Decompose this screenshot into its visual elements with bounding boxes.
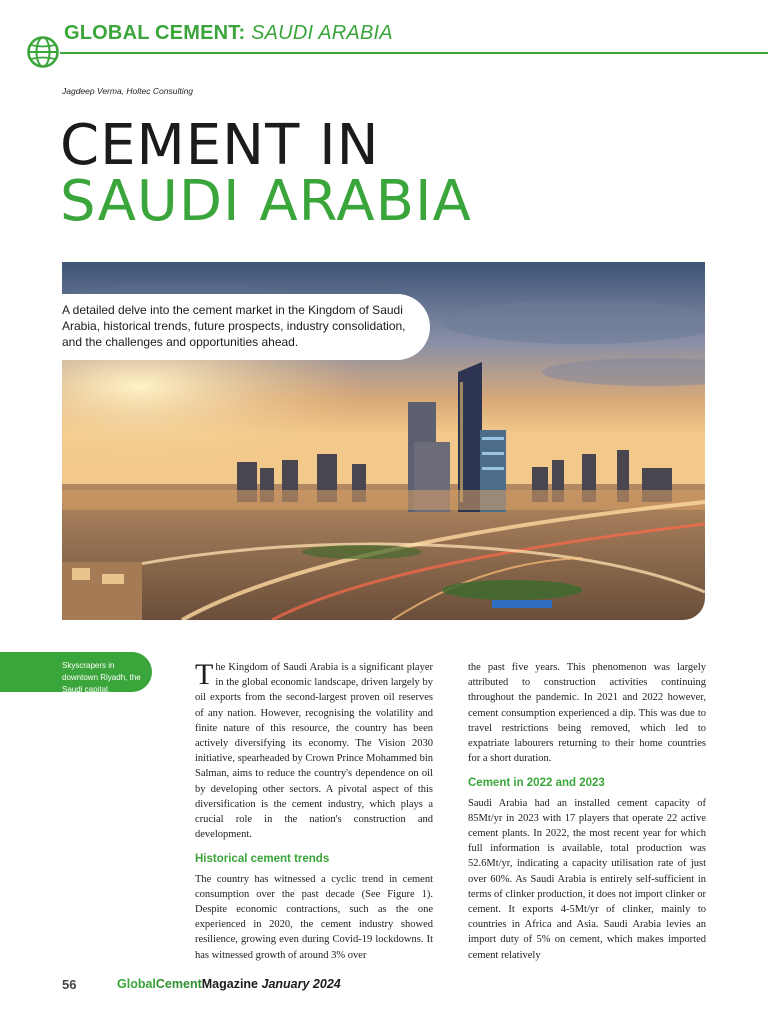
magazine-footer [117,977,341,991]
subhead-2022-2023: Cement in 2022 and 2023 [468,777,605,790]
headline-line-1: CEMENT IN [60,113,380,178]
brand-magazine: Magazine [201,977,259,991]
subhead-historical: Historical cement trends [195,853,330,866]
brand-cement: Cement [155,977,202,991]
photo-caption: Skyscrapers in downtown Riyadh, the Saudi capital. [0,652,152,692]
byline: Jagdeep Verma, Holtec Consulting [62,86,194,96]
section-country: SAUDI ARABIA [251,22,393,44]
body-paragraph-1 [195,660,433,842]
header-rule [60,52,768,54]
headline-line-2: SAUDI ARABIA [60,169,472,234]
brand-global: Global [117,977,156,991]
body-paragraph-3: the past five years. This phenomenon was largely attributed to construction activities continuing throughout the pandemic. In 2021 and 2022 however, cement consumption experienced a dip. This was due to travel restrictions being removed, which led to expatriate labourers returning to their home countries for a short duration. [468,662,706,765]
section-header [64,22,393,45]
standfirst: A detailed delve into the cement market in the Kingdom of Saudi Arabia, historical trends, future prospects, industry consolidation, and the challenges and opportunities ahead. [52,294,430,360]
paragraph-1-text: he Kingdom of Saudi Arabia is a significant player in the global economic landscape, driven largely by oil exports from the second-largest proven oil reserves of any nation. However, recognising the volatility and finite nature of this resource, the country has been actively diversifying its economy. The Vision 2030 initiative, spearheaded by Crown Prince Mohammed bin Salman, aims to reduce the country's dependence on oil by developing other sectors. A pivotal aspect of this diversification is the cement industry, which plays a crucial role in the nation's construction and development. [195,662,433,841]
drop-cap: T [195,658,214,691]
body-column-1 [195,660,433,963]
body-paragraph-2: The country has witnessed a cyclic trend in cement consumption over the past decade (See Figure 1). Despite economic contractions, such as the one experienced in 2020, the cement industry showed resilience, growing even during Covid-19 lockdowns. It has witnessed growth of around 3% over [195,873,433,961]
body-column-2 [468,660,706,963]
issue-date: January 2024 [261,977,341,991]
section-label: GLOBAL CEMENT: [64,22,246,44]
globe-icon [26,35,60,69]
article-headline [60,113,472,234]
page-number: 56 [62,977,77,992]
body-paragraph-4: Saudi Arabia had an installed cement capacity of 85Mt/yr in 2023 with 17 players that operate 22 active cement plants. In 2022, the most recent year for which full information is available, total production was 52.6Mt/yr, indicating a capacity utilisation rate of just over 60%. As Saudi Arabia is entirely self-sufficient in terms of clinker production, it does not import clinker or cement. It exports 4-5Mt/yr of clinker, mainly to countries in Africa and Asia. Saudi Arabia levies an import duty of 5% on cement, which makes imported cement relatively [468,797,706,961]
